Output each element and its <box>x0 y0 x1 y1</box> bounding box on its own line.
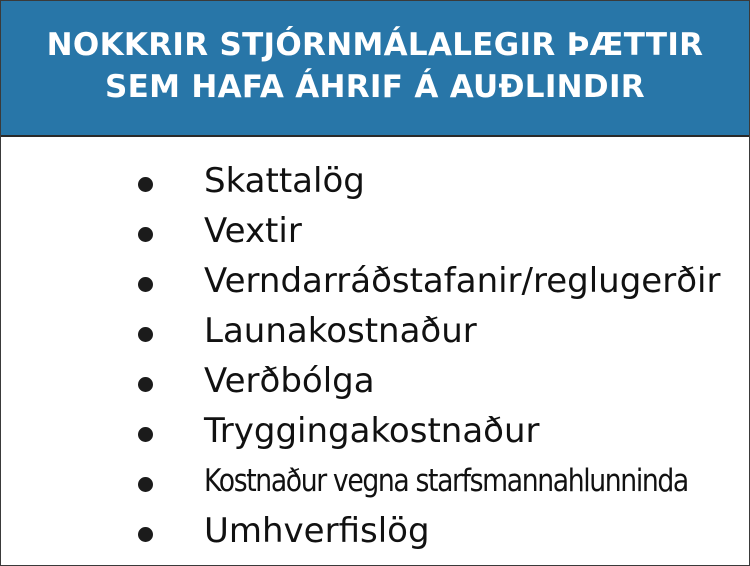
bullet-icon <box>138 427 153 442</box>
list-item-label: Tryggingakostnaður <box>204 411 540 451</box>
bullet-icon <box>138 177 153 192</box>
bullet-icon <box>138 277 153 292</box>
list-item-label: Umhverfislög <box>204 511 430 551</box>
bullet-icon <box>138 377 153 392</box>
list-item-label: Verðbólga <box>204 361 375 401</box>
list-item-label: Kostnaður vegna starfsmannahlunninda <box>204 463 688 499</box>
list-item-label: Verndarráðstafanir/reglugerðir <box>204 261 721 301</box>
title-line-1: NOKKRIR STJÓRNMÁLALEGIR ÞÆTTIR <box>46 27 704 63</box>
bullet-icon <box>138 327 153 342</box>
list-item-label: Vextir <box>204 211 302 251</box>
bullet-icon <box>138 477 153 492</box>
title-line-2: SEM HAFA ÁHRIF Á AUÐLINDIR <box>105 69 645 105</box>
bullet-icon <box>138 527 153 542</box>
list-item-label: Skattalög <box>204 161 365 201</box>
list-item-label: Launakostnaður <box>204 311 477 351</box>
bullet-icon <box>138 227 153 242</box>
title-banner <box>1 1 749 137</box>
